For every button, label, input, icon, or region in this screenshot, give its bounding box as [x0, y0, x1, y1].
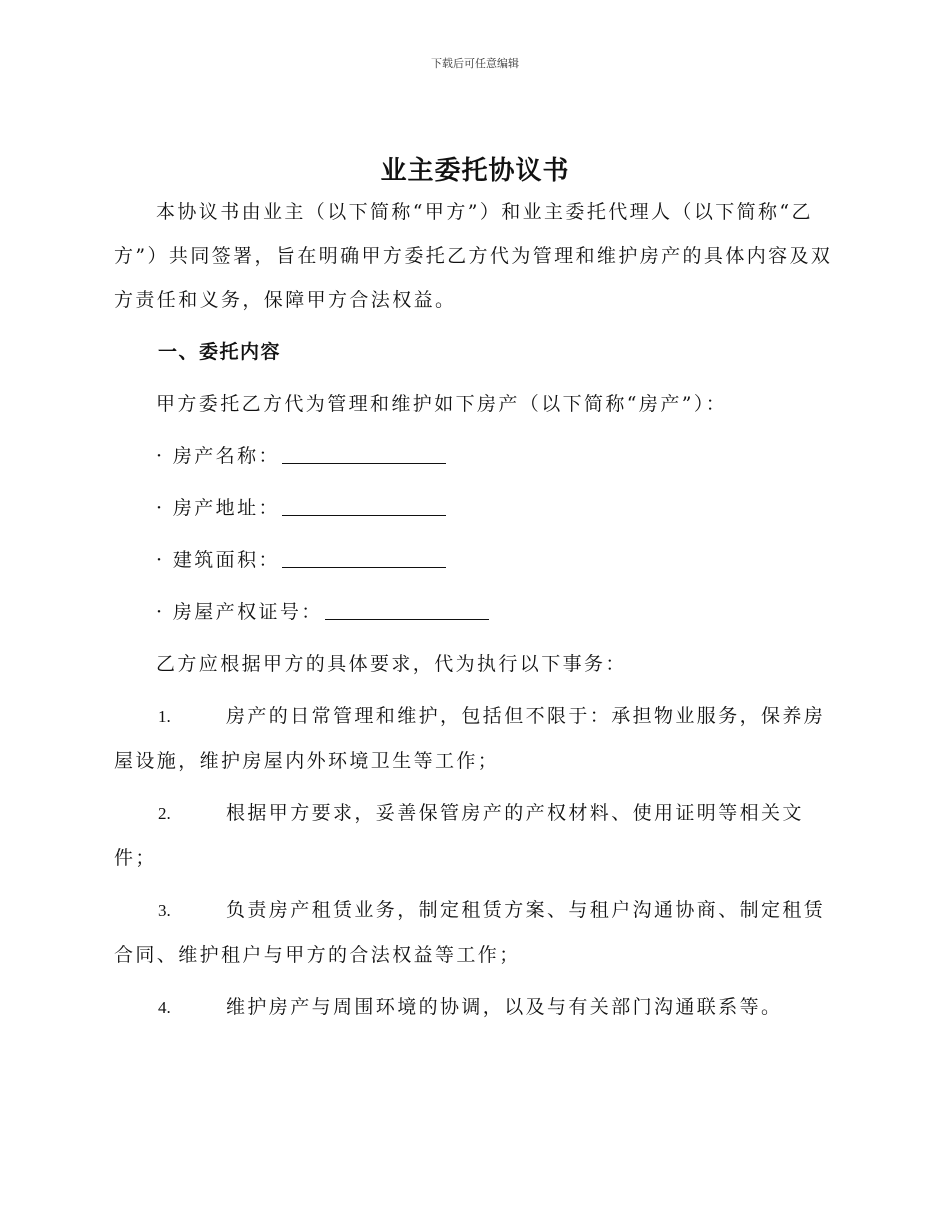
document-title: 业主委托协议书	[380, 156, 570, 186]
list-item-number: 2.	[158, 804, 171, 823]
document-body	[114, 190, 834, 1030]
field-label: · 房产地址：	[156, 497, 280, 519]
list-item-number: 3.	[158, 901, 171, 920]
field-label: · 建筑面积：	[156, 549, 280, 571]
blank-line[interactable]	[282, 541, 446, 568]
blank-line[interactable]	[282, 437, 446, 464]
list-item-text: 房产的日常管理和维护，包括但不限于：承担物业服务，保养房屋设施，维护房屋内外环境卫生等工作；	[114, 705, 826, 772]
blank-line[interactable]	[325, 593, 489, 620]
list-item	[114, 985, 834, 1030]
field-property-address	[114, 486, 834, 530]
list-item-text: 负责房产租赁业务，制定租赁方案、与租户沟通协商、制定租赁合同、维护租户与甲方的合法权益等工作；	[114, 899, 826, 966]
field-label: · 房屋产权证号：	[156, 601, 323, 623]
list-item-text: 维护房产与周围环境的协调，以及与有关部门沟通联系等。	[226, 996, 783, 1018]
field-floor-area	[114, 538, 834, 582]
property-lead-paragraph: 甲方委托乙方代为管理和维护如下房产（以下简称“房产”）：	[156, 393, 728, 415]
field-property-certificate	[114, 590, 834, 634]
list-item	[114, 791, 834, 880]
list-item	[114, 694, 834, 783]
list-item-number: 1.	[158, 707, 171, 726]
tasks-lead-paragraph: 乙方应根据甲方的具体要求，代为执行以下事务：	[156, 653, 627, 675]
field-property-name	[114, 434, 834, 478]
blank-line[interactable]	[282, 489, 446, 516]
list-item-text: 根据甲方要求，妥善保管房产的产权材料、使用证明等相关文件；	[114, 802, 804, 869]
section-heading-entrusted-content: 一、委托内容	[158, 341, 282, 363]
field-label: · 房产名称：	[156, 445, 280, 467]
header-note: 下载后可任意编辑	[431, 57, 519, 70]
intro-paragraph: 本协议书由业主（以下简称“甲方”）和业主委托代理人（以下简称“乙方”）共同签署，旨在明确甲方委托乙方代为管理和维护房产的具体内容及双方责任和义务，保障甲方合法权益。	[114, 201, 833, 311]
list-item	[114, 888, 834, 977]
list-item-number: 4.	[158, 998, 171, 1017]
